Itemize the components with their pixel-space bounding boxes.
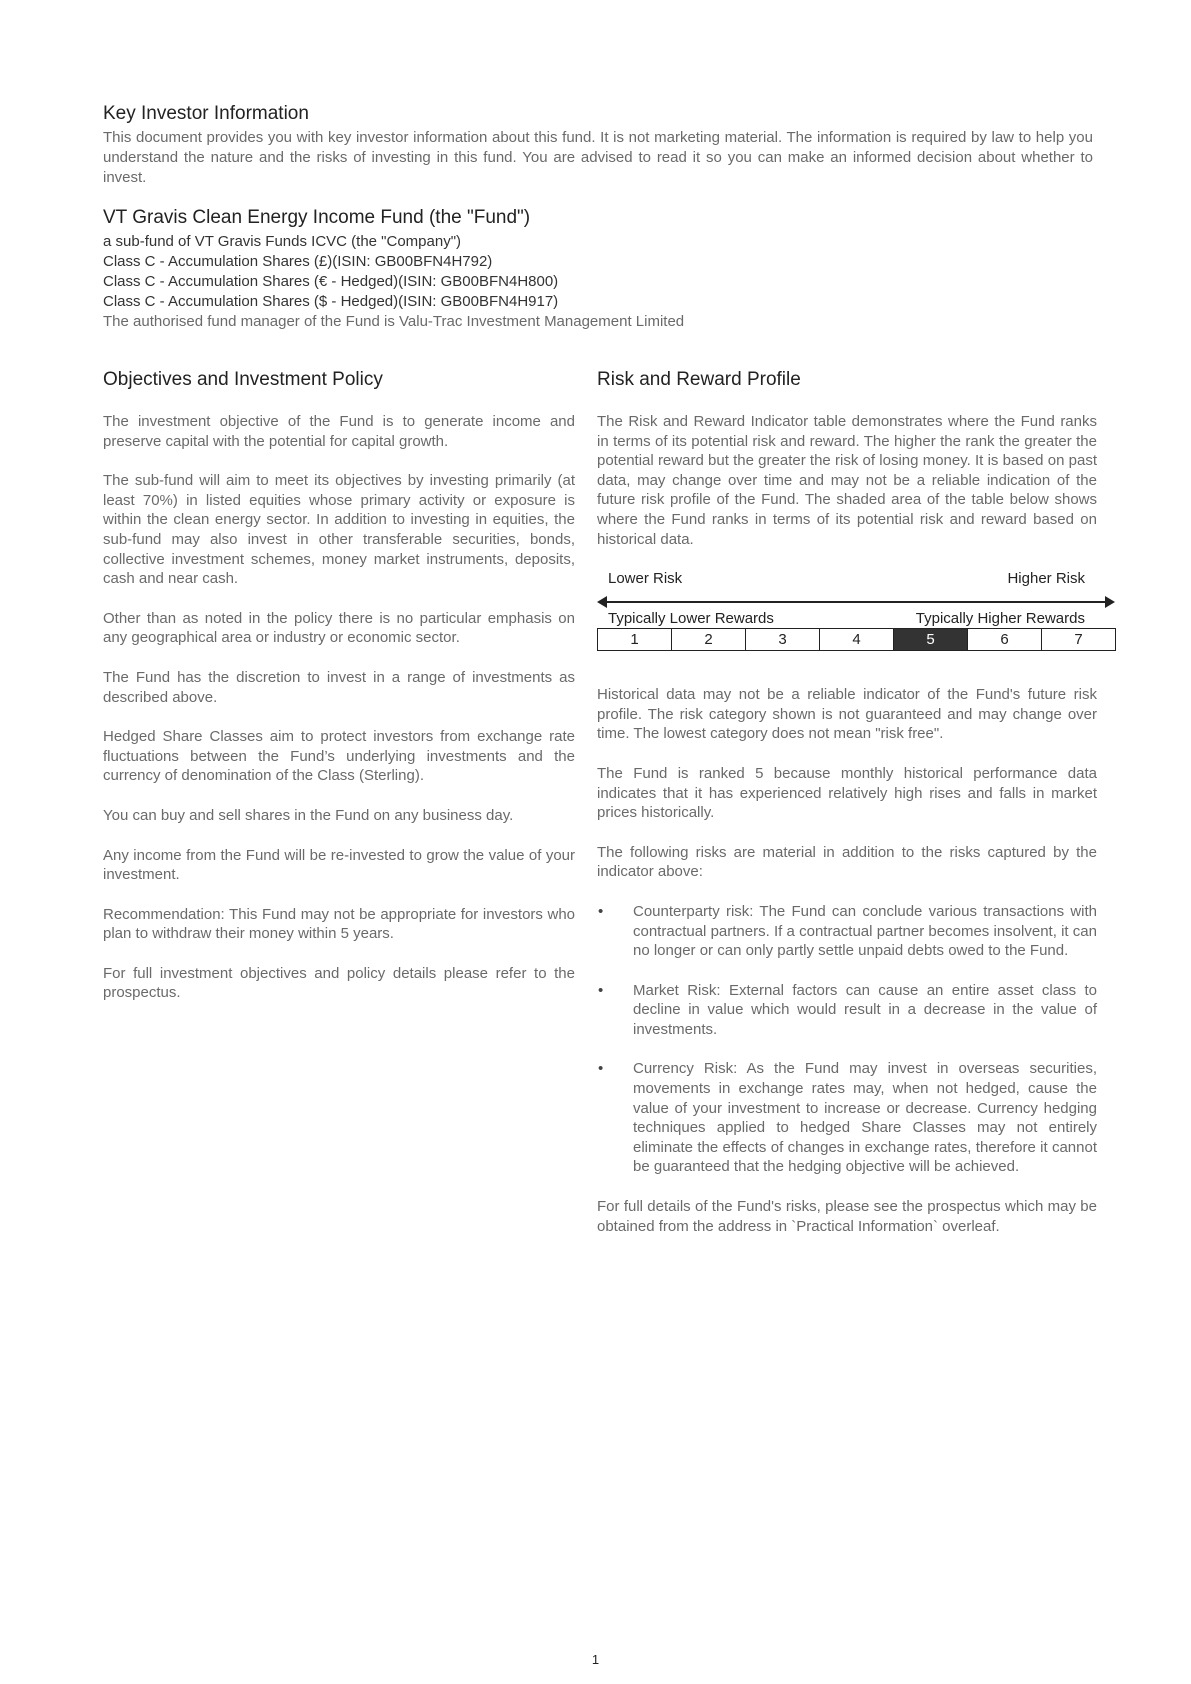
risk-level-cell: 2 — [672, 629, 746, 650]
fund-title: VT Gravis Clean Energy Income Fund (the "Fund") — [103, 207, 531, 228]
fund-details — [103, 232, 684, 332]
share-class-line: Class C - Accumulation Shares (€ - Hedged)(ISIN: GB00BFN4H800) — [103, 273, 559, 290]
bullet-icon: • — [598, 981, 604, 999]
risk-bullet-item — [597, 1059, 1097, 1177]
objectives-paragraph: Any income from the Fund will be re-invested to grow the value of your investment. — [103, 846, 575, 884]
document-title: Key Investor Information — [103, 103, 309, 124]
share-class-line: Class C - Accumulation Shares ($ - Hedged)(ISIN: GB00BFN4H917) — [103, 293, 559, 310]
arrow-right-icon — [1105, 596, 1115, 608]
page-number: 1 — [591, 1652, 600, 1667]
bullet-icon: • — [598, 1060, 604, 1078]
objectives-paragraph: The investment objective of the Fund is to generate income and preserve capital with the potential for capital growth. — [103, 413, 575, 450]
lower-risk-label: Lower Risk — [608, 570, 683, 588]
objectives-paragraph: Hedged Share Classes aim to protect investors from exchange rate fluctuations between the Fund’s underlying investments and the currency of denomination of the Class (Sterling). — [103, 728, 575, 785]
risk-scale — [597, 628, 1116, 651]
risk-paragraph: The following risks are material in addition to the risks captured by the indicator above: — [597, 843, 1097, 881]
risk-level-cell: 5 — [894, 629, 968, 650]
higher-rewards-label: Typically Higher Rewards — [915, 610, 1085, 628]
objectives-paragraph: For full investment objectives and policy details please refer to the prospectus. — [103, 964, 575, 1002]
risk-heading: Risk and Reward Profile — [597, 369, 801, 390]
risk-arrow-line — [605, 601, 1105, 603]
bullet-icon: • — [598, 902, 604, 920]
bullet-text: Currency Risk: As the Fund may invest in overseas securities, movements in exchange rates may, when not hedged, cause the value of your investment to increase or decrease. Currency hedging techniques applied to hedged Share Classes may not entirely eliminate the effects of changes in exchange rates, therefore it cannot be guaranteed that the hedging objective will be achieved. — [633, 1060, 1097, 1176]
risk-level-cell: 4 — [820, 629, 894, 650]
objectives-paragraph: Other than as noted in the policy there is no particular emphasis on any geographical area or industry or economic sector. — [103, 609, 575, 647]
risk-paragraph: The Fund is ranked 5 because monthly historical performance data indicates that it has experienced relatively high rises and falls in market prices historically. — [597, 764, 1097, 822]
risk-intro-paragraph: The Risk and Reward Indicator table demonstrates where the Fund ranks in terms of its potential risk and reward. The higher the rank the greater the potential reward but the greater the risk of losing money. It is based on past data, may change over time and may not be a reliable indication of the future risk profile of the Fund. The shaded area of the table below shows where the Fund ranks in terms of its potential risk and reward based on historical data. — [597, 413, 1097, 548]
objectives-paragraph: The Fund has the discretion to invest in a range of investments as described above. — [103, 668, 575, 706]
risk-level-cell: 7 — [1042, 629, 1116, 650]
risk-bullet-item — [597, 981, 1097, 1040]
risk-bullet-list — [597, 902, 1097, 1177]
objectives-paragraph: Recommendation: This Fund may not be appropriate for investors who plan to withdraw their money within 5 years. — [103, 905, 575, 943]
risk-level-cell: 1 — [598, 629, 672, 650]
bullet-text: Counterparty risk: The Fund can conclude various transactions with contractual partners. If a contractual partner becomes insolvent, it can no longer or can only partly settle unpaid debts owed to the Fund. — [633, 902, 1097, 960]
objectives-heading: Objectives and Investment Policy — [103, 369, 383, 390]
risk-paragraph: Historical data may not be a reliable indicator of the Fund's future risk profile. The risk category shown is not guaranteed and may change over time. The lowest category does not mean "risk free". — [597, 686, 1097, 743]
objectives-section — [103, 368, 575, 1023]
risk-bullet-item — [597, 902, 1097, 961]
subfund-line: a sub-fund of VT Gravis Funds ICVC (the "Company") — [103, 233, 462, 250]
risk-level-cell: 6 — [968, 629, 1042, 650]
lower-rewards-label: Typically Lower Rewards — [608, 610, 774, 628]
share-class-line: Class C - Accumulation Shares (£)(ISIN: GB00BFN4H792) — [103, 253, 493, 270]
bullet-text: Market Risk: External factors can cause an entire asset class to decline in value which would result in a decrease in the value of investments. — [633, 981, 1097, 1038]
objectives-paragraph: The sub-fund will aim to meet its objectives by investing primarily (at least 70%) in listed equities whose primary activity or exposure is within the clean energy sector. In addition to investing in equities, the sub-fund may also invest in other transferable securities, bonds, collective investment schemes, money market instruments, deposits, cash and near cash. — [103, 472, 575, 588]
risk-reward-indicator — [597, 569, 1117, 665]
risk-level-cell: 3 — [746, 629, 820, 650]
intro-paragraph: This document provides you with key investor information about this fund. It is not marketing material. The information is required by law to help you understand the nature and the risks of investing in this fund. You are advised to read it so you can make an informed decision about whether to invest. — [103, 129, 1093, 186]
objectives-paragraph: You can buy and sell shares in the Fund on any business day. — [103, 806, 514, 824]
higher-risk-label: Higher Risk — [1007, 570, 1085, 588]
fund-manager-line: The authorised fund manager of the Fund is Valu-Trac Investment Management Limited — [103, 313, 685, 330]
risk-closing-paragraph: For full details of the Fund's risks, please see the prospectus which may be obtained from the address in `Practical Information` overleaf. — [597, 1198, 1097, 1235]
risk-section — [597, 368, 1097, 1256]
